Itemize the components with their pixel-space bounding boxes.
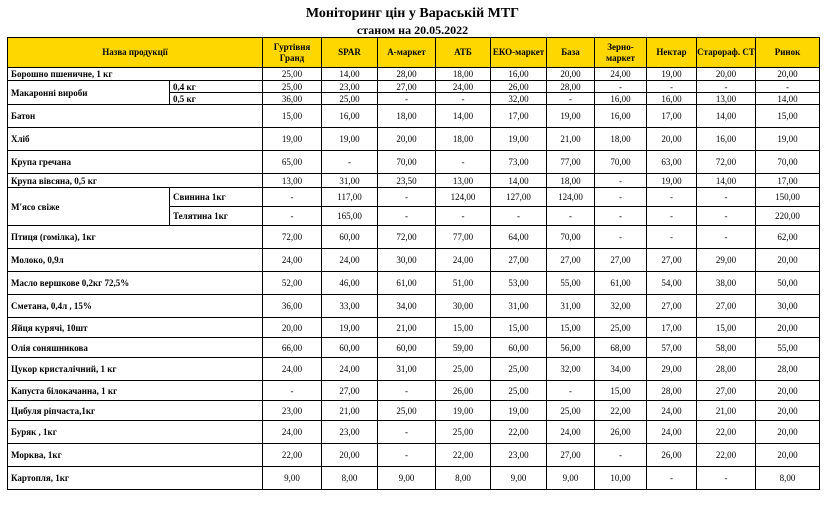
table-row bbox=[8, 295, 820, 318]
product-name: Яйця курячі, 10шт bbox=[8, 318, 263, 338]
price-cell: 65,00 bbox=[263, 151, 322, 174]
price-cell: 8,00 bbox=[436, 467, 491, 490]
price-cell: 23,00 bbox=[322, 421, 378, 444]
price-cell: 20,00 bbox=[322, 444, 378, 467]
price-cell: 60,00 bbox=[322, 338, 378, 358]
price-cell: 19,00 bbox=[322, 318, 378, 338]
price-cell: 13,00 bbox=[263, 174, 322, 188]
price-cell: - bbox=[263, 207, 322, 226]
price-cell: 57,00 bbox=[647, 338, 697, 358]
price-cell: 117,00 bbox=[322, 188, 378, 207]
price-cell: 15,00 bbox=[595, 381, 647, 401]
price-cell: 59,00 bbox=[436, 338, 491, 358]
price-cell: 15,00 bbox=[263, 105, 322, 128]
price-cell: 28,00 bbox=[647, 381, 697, 401]
price-cell: 22,00 bbox=[436, 444, 491, 467]
price-cell: 27,00 bbox=[547, 444, 595, 467]
price-cell: - bbox=[697, 81, 756, 93]
price-cell: 28,00 bbox=[378, 68, 436, 81]
price-cell: 25,00 bbox=[263, 68, 322, 81]
price-cell: 23,50 bbox=[378, 174, 436, 188]
product-variant: 0,4 кг bbox=[170, 81, 263, 93]
price-cell: 18,00 bbox=[595, 128, 647, 151]
table-row bbox=[8, 338, 820, 358]
table-row bbox=[8, 249, 820, 272]
price-cell: 25,00 bbox=[595, 318, 647, 338]
price-cell: 68,00 bbox=[595, 338, 647, 358]
product-name: Капуста білокачанна, 1 кг bbox=[8, 381, 263, 401]
price-cell: - bbox=[378, 188, 436, 207]
product-name: Макаронні вироби bbox=[8, 81, 170, 105]
price-cell: - bbox=[595, 444, 647, 467]
product-name: Сметана, 0,4л , 15% bbox=[8, 295, 263, 318]
price-cell: 17,00 bbox=[756, 174, 820, 188]
price-cell: 19,00 bbox=[491, 128, 547, 151]
price-cell: 53,00 bbox=[491, 272, 547, 295]
price-cell: 32,00 bbox=[595, 295, 647, 318]
price-cell: - bbox=[436, 93, 491, 105]
price-cell: 25,00 bbox=[491, 358, 547, 381]
header-store: Ринок bbox=[756, 38, 820, 68]
price-cell: 72,00 bbox=[697, 151, 756, 174]
price-cell: - bbox=[547, 207, 595, 226]
price-cell: 15,00 bbox=[547, 318, 595, 338]
price-cell: 14,00 bbox=[436, 105, 491, 128]
price-cell: 27,00 bbox=[697, 295, 756, 318]
price-cell: 27,00 bbox=[595, 249, 647, 272]
price-cell: 34,00 bbox=[595, 358, 647, 381]
header-store: Нектар bbox=[647, 38, 697, 68]
price-cell: - bbox=[378, 207, 436, 226]
price-cell: 19,00 bbox=[647, 174, 697, 188]
price-cell: 18,00 bbox=[547, 174, 595, 188]
price-cell: 16,00 bbox=[697, 128, 756, 151]
product-name: Хліб bbox=[8, 128, 263, 151]
price-cell: 124,00 bbox=[436, 188, 491, 207]
price-cell: 60,00 bbox=[322, 226, 378, 249]
price-cell: 20,00 bbox=[756, 249, 820, 272]
price-cell: 32,00 bbox=[547, 358, 595, 381]
table-row bbox=[8, 128, 820, 151]
price-cell: - bbox=[595, 226, 647, 249]
price-cell: 28,00 bbox=[697, 358, 756, 381]
price-cell: 16,00 bbox=[595, 93, 647, 105]
price-cell: 28,00 bbox=[756, 358, 820, 381]
price-cell: 26,00 bbox=[491, 81, 547, 93]
price-cell: 20,00 bbox=[263, 318, 322, 338]
price-cell: 18,00 bbox=[378, 105, 436, 128]
price-cell: 72,00 bbox=[263, 226, 322, 249]
product-name: Молоко, 0,9л bbox=[8, 249, 263, 272]
price-cell: 14,00 bbox=[756, 93, 820, 105]
price-cell: 24,00 bbox=[322, 249, 378, 272]
price-cell: 9,00 bbox=[263, 467, 322, 490]
price-cell: 31,00 bbox=[491, 295, 547, 318]
price-cell: 70,00 bbox=[756, 151, 820, 174]
price-cell: 23,00 bbox=[491, 444, 547, 467]
table-row bbox=[8, 358, 820, 381]
price-cell: - bbox=[378, 93, 436, 105]
price-cell: 16,00 bbox=[322, 105, 378, 128]
product-name: Масло вершкове 0,2кг 72,5% bbox=[8, 272, 263, 295]
price-cell: 16,00 bbox=[595, 105, 647, 128]
price-cell: 64,00 bbox=[491, 226, 547, 249]
price-cell: - bbox=[647, 467, 697, 490]
price-cell: - bbox=[697, 207, 756, 226]
price-cell: 17,00 bbox=[647, 318, 697, 338]
price-cell: 16,00 bbox=[647, 93, 697, 105]
price-cell: 23,00 bbox=[263, 401, 322, 421]
price-cell: 8,00 bbox=[322, 467, 378, 490]
price-cell: - bbox=[378, 421, 436, 444]
table-row bbox=[8, 188, 820, 207]
price-cell: 25,00 bbox=[322, 93, 378, 105]
price-cell: 77,00 bbox=[547, 151, 595, 174]
price-cell: 15,00 bbox=[697, 318, 756, 338]
table-row bbox=[8, 318, 820, 338]
table-row bbox=[8, 151, 820, 174]
table-row bbox=[8, 68, 820, 81]
price-cell: - bbox=[263, 381, 322, 401]
table-row bbox=[8, 226, 820, 249]
price-cell: 70,00 bbox=[547, 226, 595, 249]
price-cell: 31,00 bbox=[378, 358, 436, 381]
price-cell: 20,00 bbox=[756, 68, 820, 81]
product-name: Крупа вівсяна, 0,5 кг bbox=[8, 174, 263, 188]
price-cell: 25,00 bbox=[263, 81, 322, 93]
price-cell: 58,00 bbox=[697, 338, 756, 358]
price-cell: 127,00 bbox=[491, 188, 547, 207]
price-cell: 24,00 bbox=[436, 249, 491, 272]
price-cell: - bbox=[436, 151, 491, 174]
header-product-name: Назва продукції bbox=[8, 38, 263, 68]
price-cell: - bbox=[697, 226, 756, 249]
price-cell: - bbox=[647, 188, 697, 207]
price-cell: 25,00 bbox=[436, 421, 491, 444]
price-cell: 17,00 bbox=[647, 105, 697, 128]
price-cell: 9,00 bbox=[378, 467, 436, 490]
price-cell: 25,00 bbox=[378, 401, 436, 421]
price-cell: 38,00 bbox=[697, 272, 756, 295]
price-cell: 124,00 bbox=[547, 188, 595, 207]
price-cell: 21,00 bbox=[378, 318, 436, 338]
price-cell: 27,00 bbox=[547, 249, 595, 272]
price-cell: 21,00 bbox=[547, 128, 595, 151]
price-cell: 26,00 bbox=[595, 421, 647, 444]
product-name: Цибуля ріпчаста,1кг bbox=[8, 401, 263, 421]
price-cell: 24,00 bbox=[263, 421, 322, 444]
price-cell: - bbox=[378, 444, 436, 467]
price-cell: 24,00 bbox=[263, 358, 322, 381]
price-cell: 20,00 bbox=[378, 128, 436, 151]
price-cell: 16,00 bbox=[491, 68, 547, 81]
price-cell: 20,00 bbox=[756, 444, 820, 467]
price-cell: 8,00 bbox=[756, 467, 820, 490]
price-cell: 23,00 bbox=[322, 81, 378, 93]
price-cell: 20,00 bbox=[547, 68, 595, 81]
table-row bbox=[8, 444, 820, 467]
price-cell: 19,00 bbox=[491, 401, 547, 421]
price-cell: 61,00 bbox=[595, 272, 647, 295]
price-cell: 14,00 bbox=[697, 105, 756, 128]
price-cell: 62,00 bbox=[756, 226, 820, 249]
price-cell: 15,00 bbox=[756, 105, 820, 128]
price-cell: 54,00 bbox=[647, 272, 697, 295]
price-cell: 14,00 bbox=[322, 68, 378, 81]
price-cell: 25,00 bbox=[491, 381, 547, 401]
table-row bbox=[8, 467, 820, 490]
price-cell: 220,00 bbox=[756, 207, 820, 226]
price-cell: 19,00 bbox=[756, 128, 820, 151]
price-cell: 36,00 bbox=[263, 93, 322, 105]
price-cell: - bbox=[322, 151, 378, 174]
price-cell: 24,00 bbox=[647, 421, 697, 444]
price-cell: 17,00 bbox=[491, 105, 547, 128]
price-cell: 55,00 bbox=[756, 338, 820, 358]
table-body bbox=[8, 68, 820, 490]
price-cell: - bbox=[595, 174, 647, 188]
price-cell: - bbox=[756, 81, 820, 93]
price-cell: 73,00 bbox=[491, 151, 547, 174]
price-cell: 15,00 bbox=[491, 318, 547, 338]
price-cell: 18,00 bbox=[436, 128, 491, 151]
price-cell: 18,00 bbox=[436, 68, 491, 81]
price-cell: 14,00 bbox=[697, 174, 756, 188]
price-cell: 63,00 bbox=[647, 151, 697, 174]
header-store: Гуртівня Гранд bbox=[263, 38, 322, 68]
price-cell: 25,00 bbox=[436, 358, 491, 381]
price-cell: - bbox=[595, 81, 647, 93]
price-cell: - bbox=[547, 381, 595, 401]
price-cell: - bbox=[547, 93, 595, 105]
header-store: SPAR bbox=[322, 38, 378, 68]
price-cell: - bbox=[378, 381, 436, 401]
price-cell: 24,00 bbox=[647, 401, 697, 421]
price-cell: 24,00 bbox=[263, 249, 322, 272]
price-cell: 26,00 bbox=[436, 381, 491, 401]
price-cell: 24,00 bbox=[436, 81, 491, 93]
price-cell: 19,00 bbox=[322, 128, 378, 151]
price-cell: 24,00 bbox=[595, 68, 647, 81]
price-cell: 31,00 bbox=[322, 174, 378, 188]
price-cell: 28,00 bbox=[547, 81, 595, 93]
price-cell: 30,00 bbox=[378, 249, 436, 272]
price-cell: 14,00 bbox=[491, 174, 547, 188]
price-cell: 9,00 bbox=[547, 467, 595, 490]
price-cell: 26,00 bbox=[647, 444, 697, 467]
table-header bbox=[8, 38, 820, 68]
price-cell: 24,00 bbox=[547, 421, 595, 444]
price-cell: 165,00 bbox=[322, 207, 378, 226]
header-store: Зерно-маркет bbox=[595, 38, 647, 68]
price-cell: 30,00 bbox=[756, 295, 820, 318]
price-cell: 33,00 bbox=[322, 295, 378, 318]
price-cell: - bbox=[436, 207, 491, 226]
price-cell: 70,00 bbox=[595, 151, 647, 174]
price-cell: - bbox=[697, 467, 756, 490]
price-cell: 32,00 bbox=[491, 93, 547, 105]
price-cell: 29,00 bbox=[697, 249, 756, 272]
price-cell: 51,00 bbox=[436, 272, 491, 295]
price-cell: - bbox=[647, 226, 697, 249]
price-cell: 22,00 bbox=[697, 421, 756, 444]
price-cell: 25,00 bbox=[547, 401, 595, 421]
price-cell: 22,00 bbox=[491, 421, 547, 444]
price-cell: 27,00 bbox=[697, 381, 756, 401]
table-row bbox=[8, 421, 820, 444]
price-cell: 66,00 bbox=[263, 338, 322, 358]
price-cell: 20,00 bbox=[756, 401, 820, 421]
price-cell: 19,00 bbox=[436, 401, 491, 421]
header-store: ЕКО-маркет bbox=[491, 38, 547, 68]
price-cell: 36,00 bbox=[263, 295, 322, 318]
price-cell: 20,00 bbox=[697, 68, 756, 81]
product-name: Морква, 1кг bbox=[8, 444, 263, 467]
product-name: Картопля, 1кг bbox=[8, 467, 263, 490]
price-cell: 13,00 bbox=[697, 93, 756, 105]
price-cell: 50,00 bbox=[756, 272, 820, 295]
price-cell: 15,00 bbox=[436, 318, 491, 338]
product-name: Борошно пшеничне, 1 кг bbox=[8, 68, 263, 81]
price-cell: - bbox=[263, 188, 322, 207]
price-cell: 72,00 bbox=[378, 226, 436, 249]
price-cell: 150,00 bbox=[756, 188, 820, 207]
price-cell: 70,00 bbox=[378, 151, 436, 174]
price-cell: 10,00 bbox=[595, 467, 647, 490]
product-variant: 0,5 кг bbox=[170, 93, 263, 105]
table-row bbox=[8, 272, 820, 295]
product-name: Буряк , 1кг bbox=[8, 421, 263, 444]
table-row bbox=[8, 81, 820, 93]
product-name: Крупа гречана bbox=[8, 151, 263, 174]
price-cell: - bbox=[595, 207, 647, 226]
price-cell: 20,00 bbox=[756, 318, 820, 338]
price-cell: - bbox=[647, 207, 697, 226]
price-cell: 30,00 bbox=[436, 295, 491, 318]
price-cell: 22,00 bbox=[263, 444, 322, 467]
price-cell: 77,00 bbox=[436, 226, 491, 249]
price-cell: 27,00 bbox=[647, 249, 697, 272]
price-cell: 20,00 bbox=[756, 381, 820, 401]
table-row bbox=[8, 381, 820, 401]
price-cell: 21,00 bbox=[697, 401, 756, 421]
price-cell: 27,00 bbox=[322, 381, 378, 401]
product-name: М'ясо свіже bbox=[8, 188, 170, 226]
price-cell: - bbox=[697, 188, 756, 207]
price-cell: 20,00 bbox=[647, 128, 697, 151]
product-variant: Свинина 1кг bbox=[170, 188, 263, 207]
price-cell: 52,00 bbox=[263, 272, 322, 295]
price-cell: 19,00 bbox=[547, 105, 595, 128]
product-name: Олія соняшникова bbox=[8, 338, 263, 358]
price-cell: 20,00 bbox=[756, 421, 820, 444]
price-cell: 31,00 bbox=[547, 295, 595, 318]
price-cell: 19,00 bbox=[263, 128, 322, 151]
price-cell: 60,00 bbox=[491, 338, 547, 358]
price-cell: 55,00 bbox=[547, 272, 595, 295]
price-cell: 9,00 bbox=[491, 467, 547, 490]
price-cell: 24,00 bbox=[322, 358, 378, 381]
price-cell: 27,00 bbox=[491, 249, 547, 272]
price-cell: 34,00 bbox=[378, 295, 436, 318]
price-cell: 46,00 bbox=[322, 272, 378, 295]
header-store: А-маркет bbox=[378, 38, 436, 68]
header-store: АТБ bbox=[436, 38, 491, 68]
price-cell: - bbox=[491, 207, 547, 226]
price-table bbox=[7, 37, 820, 490]
price-cell: 27,00 bbox=[647, 295, 697, 318]
page-subtitle: станом на 20.05.2022 bbox=[356, 23, 469, 37]
price-cell: 19,00 bbox=[647, 68, 697, 81]
price-cell: 61,00 bbox=[378, 272, 436, 295]
page-title: Моніторинг цін у Вараській МТГ bbox=[305, 6, 520, 21]
price-cell: - bbox=[595, 188, 647, 207]
table-row bbox=[8, 174, 820, 188]
table-row bbox=[8, 105, 820, 128]
price-cell: - bbox=[647, 81, 697, 93]
header-store: База bbox=[547, 38, 595, 68]
header-store: Старораф. СТ bbox=[697, 38, 756, 68]
price-cell: 29,00 bbox=[647, 358, 697, 381]
table-row bbox=[8, 401, 820, 421]
price-cell: 22,00 bbox=[595, 401, 647, 421]
product-variant: Телятина 1кг bbox=[170, 207, 263, 226]
price-cell: 21,00 bbox=[322, 401, 378, 421]
price-cell: 13,00 bbox=[436, 174, 491, 188]
price-cell: 22,00 bbox=[697, 444, 756, 467]
price-cell: 60,00 bbox=[378, 338, 436, 358]
price-cell: 27,00 bbox=[378, 81, 436, 93]
product-name: Птиця (гомілка), 1кг bbox=[8, 226, 263, 249]
product-name: Цукор кристалічний, 1 кг bbox=[8, 358, 263, 381]
product-name: Батон bbox=[8, 105, 263, 128]
price-cell: 56,00 bbox=[547, 338, 595, 358]
